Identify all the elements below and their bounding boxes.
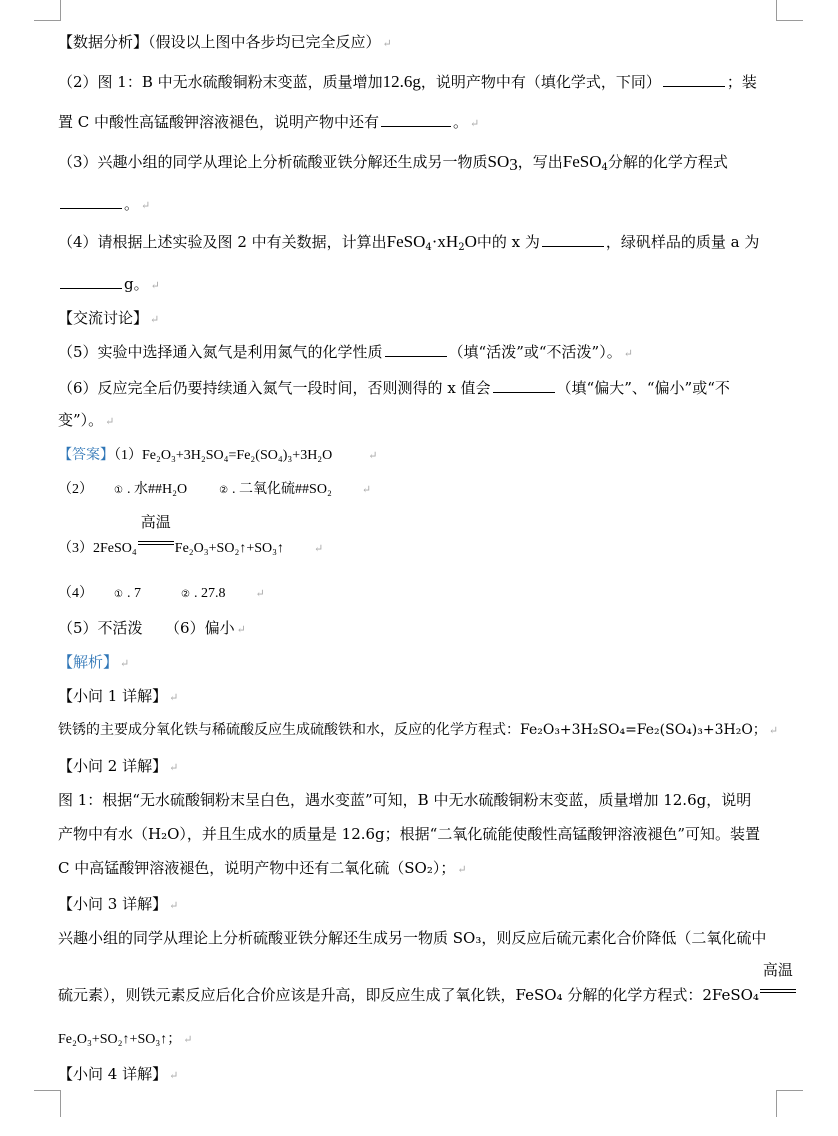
question-2 [58,72,757,92]
sub-question-3-line1 [58,928,766,948]
sub-question-3-line2 [58,961,797,1005]
text: 变”）。 [58,411,104,429]
formula: FeSO [386,232,426,251]
answer-blank [385,342,447,357]
text: . 27.8 [193,586,226,601]
corner-mark-top-right [776,0,803,21]
value: 12.6g [382,72,421,91]
text: （5）实验中选择通入氮气是利用氮气的化学性质 [58,343,383,361]
text: （3）兴趣小组的同学从理论上分析硫酸亚铁分解还生成另一物质 [58,153,488,171]
formula: ·xH [431,232,459,251]
text: . 7 [126,586,141,601]
paragraph-mark: ↵ [141,199,151,212]
section-discussion [58,308,159,330]
paragraph-mark: ↵ [169,761,179,774]
text: （填“偏大”、“偏小”或“不 [556,379,730,397]
answer-blank [60,194,122,209]
text: 【小问 2 详解】 [58,757,168,775]
formula: FeSO [562,152,602,171]
paragraph-mark: ↵ [255,588,265,600]
paragraph-mark: ↵ [361,484,372,496]
paragraph-mark: ↵ [150,313,160,326]
text: Fe₂O₃+SO₂↑+SO₃↑； [58,1032,182,1047]
subscript: 4 [601,162,608,173]
text: 铁锈的主要成分氧化铁与稀硫酸反应生成硫酸铁和水，反应的化学方程式：Fe₂O₃+3H₂SO₄=Fe₂(SO₄)₃+3H₂O； [58,722,767,738]
paragraph-mark: ↵ [623,347,633,360]
sub-question-2-line2 [58,824,760,844]
text: 【小问 4 详解】 [58,1065,168,1083]
paragraph-mark: ↵ [470,117,480,130]
text: （1）Fe₂O₃+3H₂SO₄=Fe₂(SO₄)₃+3H₂O [114,448,333,463]
sub-question-1-heading [58,686,178,708]
question-5 [58,342,633,364]
text: 。 [453,113,469,131]
circled-number: ① [114,589,123,600]
text: . 二氧化硫##SO₂ [232,482,332,497]
paragraph-mark: ↵ [768,724,779,737]
answer-1 [58,446,378,466]
paragraph-mark: ↵ [105,415,115,428]
text: （2）图 1：B 中无水硫酸铜粉末变蓝，质量增加 [58,73,383,91]
sub-question-3-line3 [58,1030,192,1050]
answer-3 [58,513,324,559]
condition-label: 高温 [762,961,793,979]
paragraph-mark: ↵ [382,37,392,50]
text: 【小问 3 详解】 [58,895,168,913]
paragraph-mark: ↵ [368,450,378,462]
answer-blank [542,232,604,247]
text: 图 1：根据“无水硫酸铜粉末呈白色，遇水变蓝”可知，B 中无水硫酸铜粉末变蓝，质量增加 12.6g，说明 [58,791,752,809]
text: 中的 x 为 [476,233,540,251]
text: g。 [124,275,149,293]
corner-mark-bottom-left [34,1090,61,1117]
sub-question-2-heading [58,756,178,778]
text: 【交流讨论】 [58,309,149,327]
text: C 中高锰酸钾溶液褪色，说明产物中还有二氧化硫（SO₂）； [58,859,456,877]
question-3-cont [58,194,150,216]
question-3 [58,152,728,172]
circled-number: ② [180,589,190,600]
paragraph-mark: ↵ [169,691,179,704]
section-data-analysis [58,32,392,54]
text: 【小问 1 详解】 [58,687,168,705]
section-analysis [58,652,129,674]
question-6 [58,378,730,398]
text: ，说明产物中有（填化学式，下同） [420,73,661,91]
sub-question-2-line1 [58,790,751,810]
reaction-condition [138,513,174,552]
answer-5-6 [58,618,246,640]
text: 【数据分析】（假设以上图中各步均已完全反应） [58,33,381,51]
sub-question-2-line3 [58,858,467,880]
text: （4）请根据上述实验及图 2 中有关数据，计算出 [58,233,387,251]
circled-number: ① [114,485,123,496]
corner-mark-top-left [34,0,61,21]
text: ；装 [726,73,757,91]
text: （3）2FeSO₄ [58,541,137,556]
analysis-label: 【解析】 [58,653,119,671]
paragraph-mark: ↵ [169,1069,179,1082]
text: 置 C 中酸性高锰酸钾溶液褪色，说明产物中还有 [58,113,380,131]
question-2-cont [58,112,479,134]
text: 硫元素），则铁元素反应后化合价应该是升高，即反应生成了氧化铁，FeSO₄ 分解的化学方程式：2FeSO₄ [58,986,759,1004]
formula: O [464,232,477,251]
circled-number: ② [219,485,229,496]
sub-question-3-heading [58,894,178,916]
sub-question-4-heading [58,1064,178,1086]
paragraph-mark: ↵ [457,863,467,876]
answer-blank [493,378,555,393]
paragraph-mark: ↵ [314,543,324,555]
answer-blank [60,274,122,289]
text: 分解的化学方程式 [607,153,728,171]
answer-blank [381,112,451,127]
paragraph-mark: ↵ [150,279,160,292]
text: （4） [58,586,93,601]
text: 。 [124,195,140,213]
text: （填“活泼”或“不活泼”）。 [448,343,622,361]
text: （2） [58,482,93,497]
paragraph-mark: ↵ [169,899,179,912]
text: 兴趣小组的同学从理论上分析硫酸亚铁分解还生成另一物质 SO₃，则反应后硫元素化合价降低（二氧化硫中 [58,929,767,947]
text: （6）反应完全后仍要持续通入氮气一段时间，否则测得的 x 值会 [58,379,491,397]
paragraph-mark: ↵ [183,1034,193,1046]
text: （5）不活泼 （6）偏小 [58,619,235,637]
question-4-cont [58,274,160,296]
reaction-condition [760,961,796,1000]
subscript: 4 [425,242,432,253]
answer-label: 【答案】 [58,448,114,463]
answer-4 [58,584,265,605]
paragraph-mark: ↵ [120,657,130,670]
sub-question-1-text [58,720,778,741]
text: Fe₂O₃+SO₂↑+SO₃↑ [174,541,284,556]
condition-label: 高温 [140,513,171,531]
text: . 水##H₂O [126,482,188,497]
subscript: 3 [509,155,518,174]
question-6-cont [58,410,114,432]
subscript: 2 [458,242,465,253]
corner-mark-bottom-right [776,1090,803,1117]
text: ，绿矾样品的质量 a 为 [605,233,760,251]
text: ，写出 [517,153,563,171]
answer-2 [58,480,371,501]
text: 产物中有水（H₂O），并且生成水的质量是 12.6g；根据“二氧化硫能使酸性高锰酸钾溶液褪色”可知。装置 [58,825,761,843]
formula: SO [487,152,510,171]
paragraph-mark: ↵ [236,623,246,636]
question-4 [58,232,759,252]
answer-blank [663,72,725,87]
